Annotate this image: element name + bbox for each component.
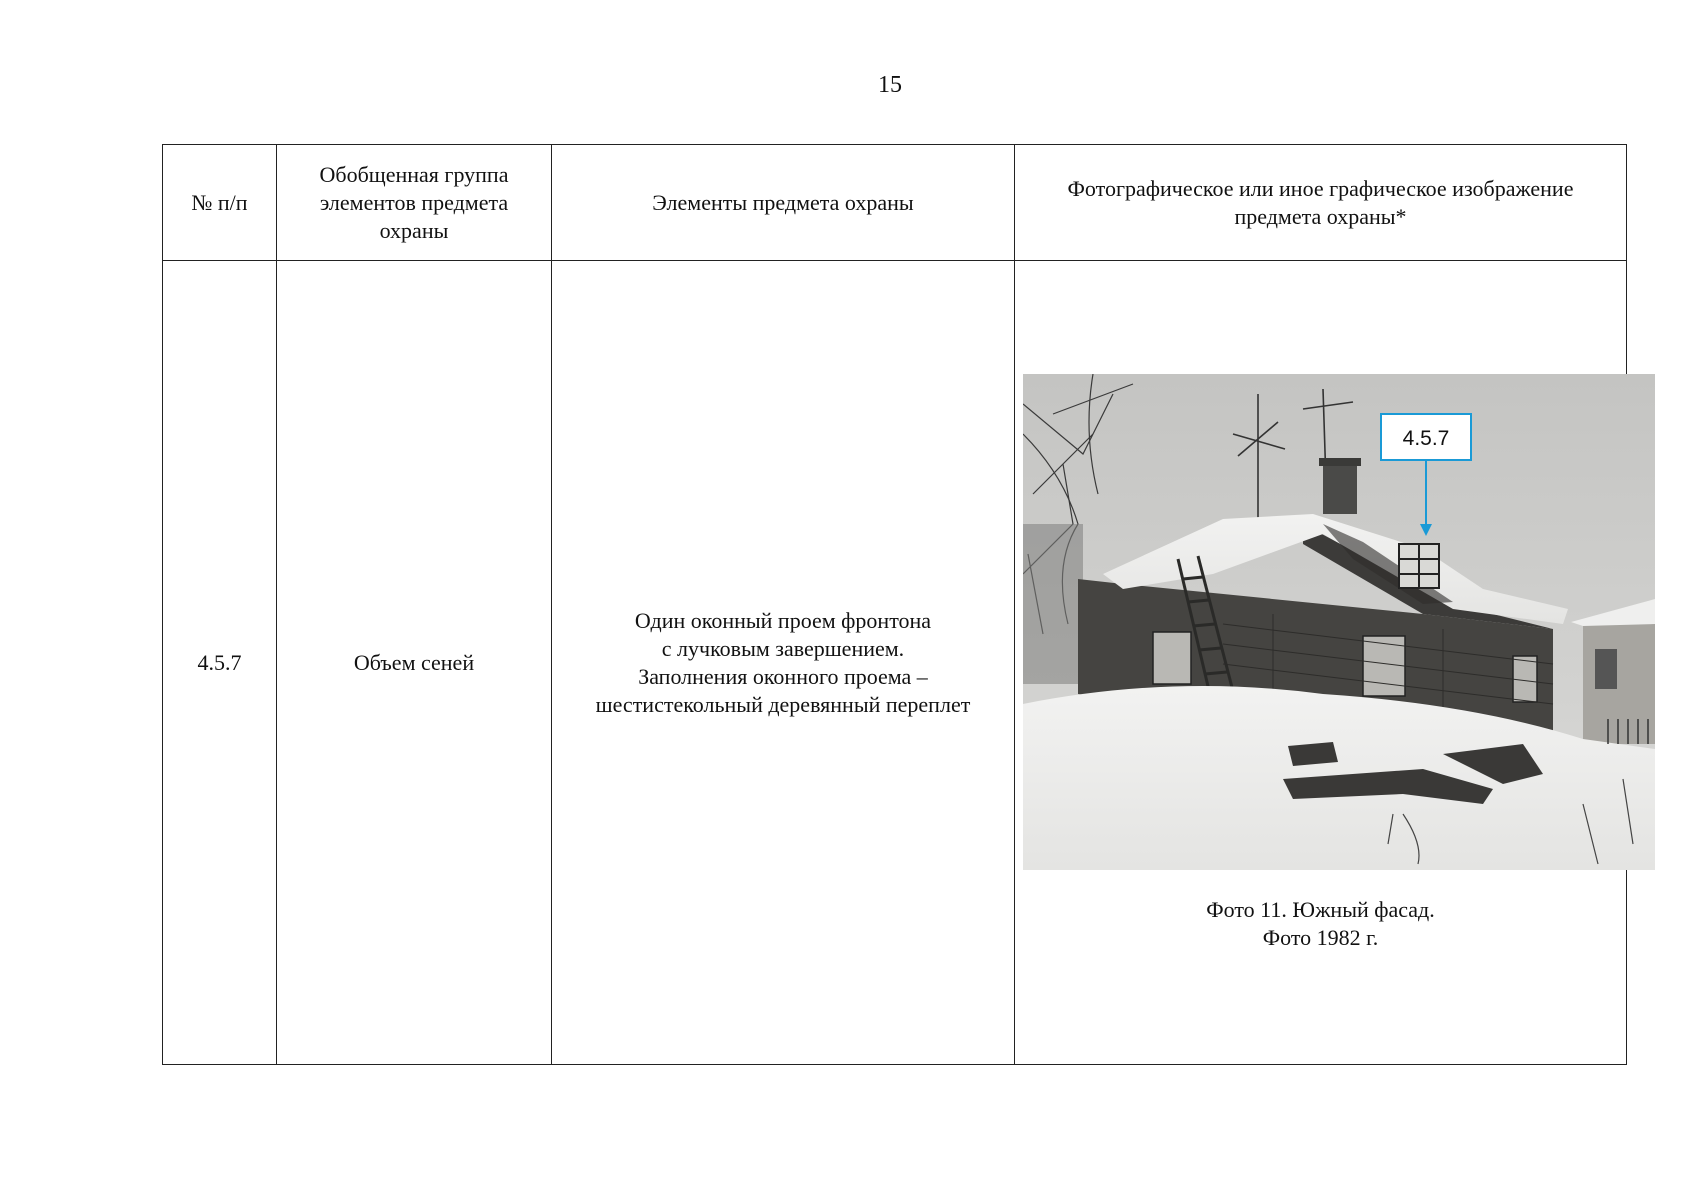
neighbour-house <box>1583 619 1655 744</box>
header-photo-image: Фотографическое или иное графическое изображение предмета охраны* <box>1015 145 1627 261</box>
heritage-elements-table <box>162 144 1627 1065</box>
elements-line: с лучковым завершением. <box>661 635 905 661</box>
house-photo <box>1023 374 1655 870</box>
page-number: 15 <box>878 72 902 98</box>
row-photo <box>1015 261 1627 1065</box>
header-generalized-group: Обобщенная группа элементов предмета охраны <box>277 145 552 261</box>
photo-caption <box>1023 896 1618 952</box>
elements-line: Заполнения оконного проема – <box>638 663 928 689</box>
callout-label: 4.5.7 <box>1402 426 1450 450</box>
row-group: Объем сеней <box>277 261 552 1065</box>
chimney <box>1323 462 1357 514</box>
tree-mass <box>1023 524 1083 684</box>
header-number: № п/п <box>163 145 277 261</box>
table-header-row <box>163 145 1627 261</box>
photo-container <box>1023 374 1655 870</box>
pediment-window <box>1399 544 1439 588</box>
row-elements <box>552 261 1015 1065</box>
caption-line: Фото 1982 г. <box>1262 924 1379 950</box>
elements-line: Один оконный проем фронтона <box>634 607 932 633</box>
row-number: 4.5.7 <box>163 261 277 1065</box>
caption-line: Фото 11. Южный фасад. <box>1206 896 1435 922</box>
header-protected-elements: Элементы предмета охраны <box>552 145 1015 261</box>
table-row <box>163 261 1627 1065</box>
elements-line: шестистекольный деревянный переплет <box>595 691 971 717</box>
